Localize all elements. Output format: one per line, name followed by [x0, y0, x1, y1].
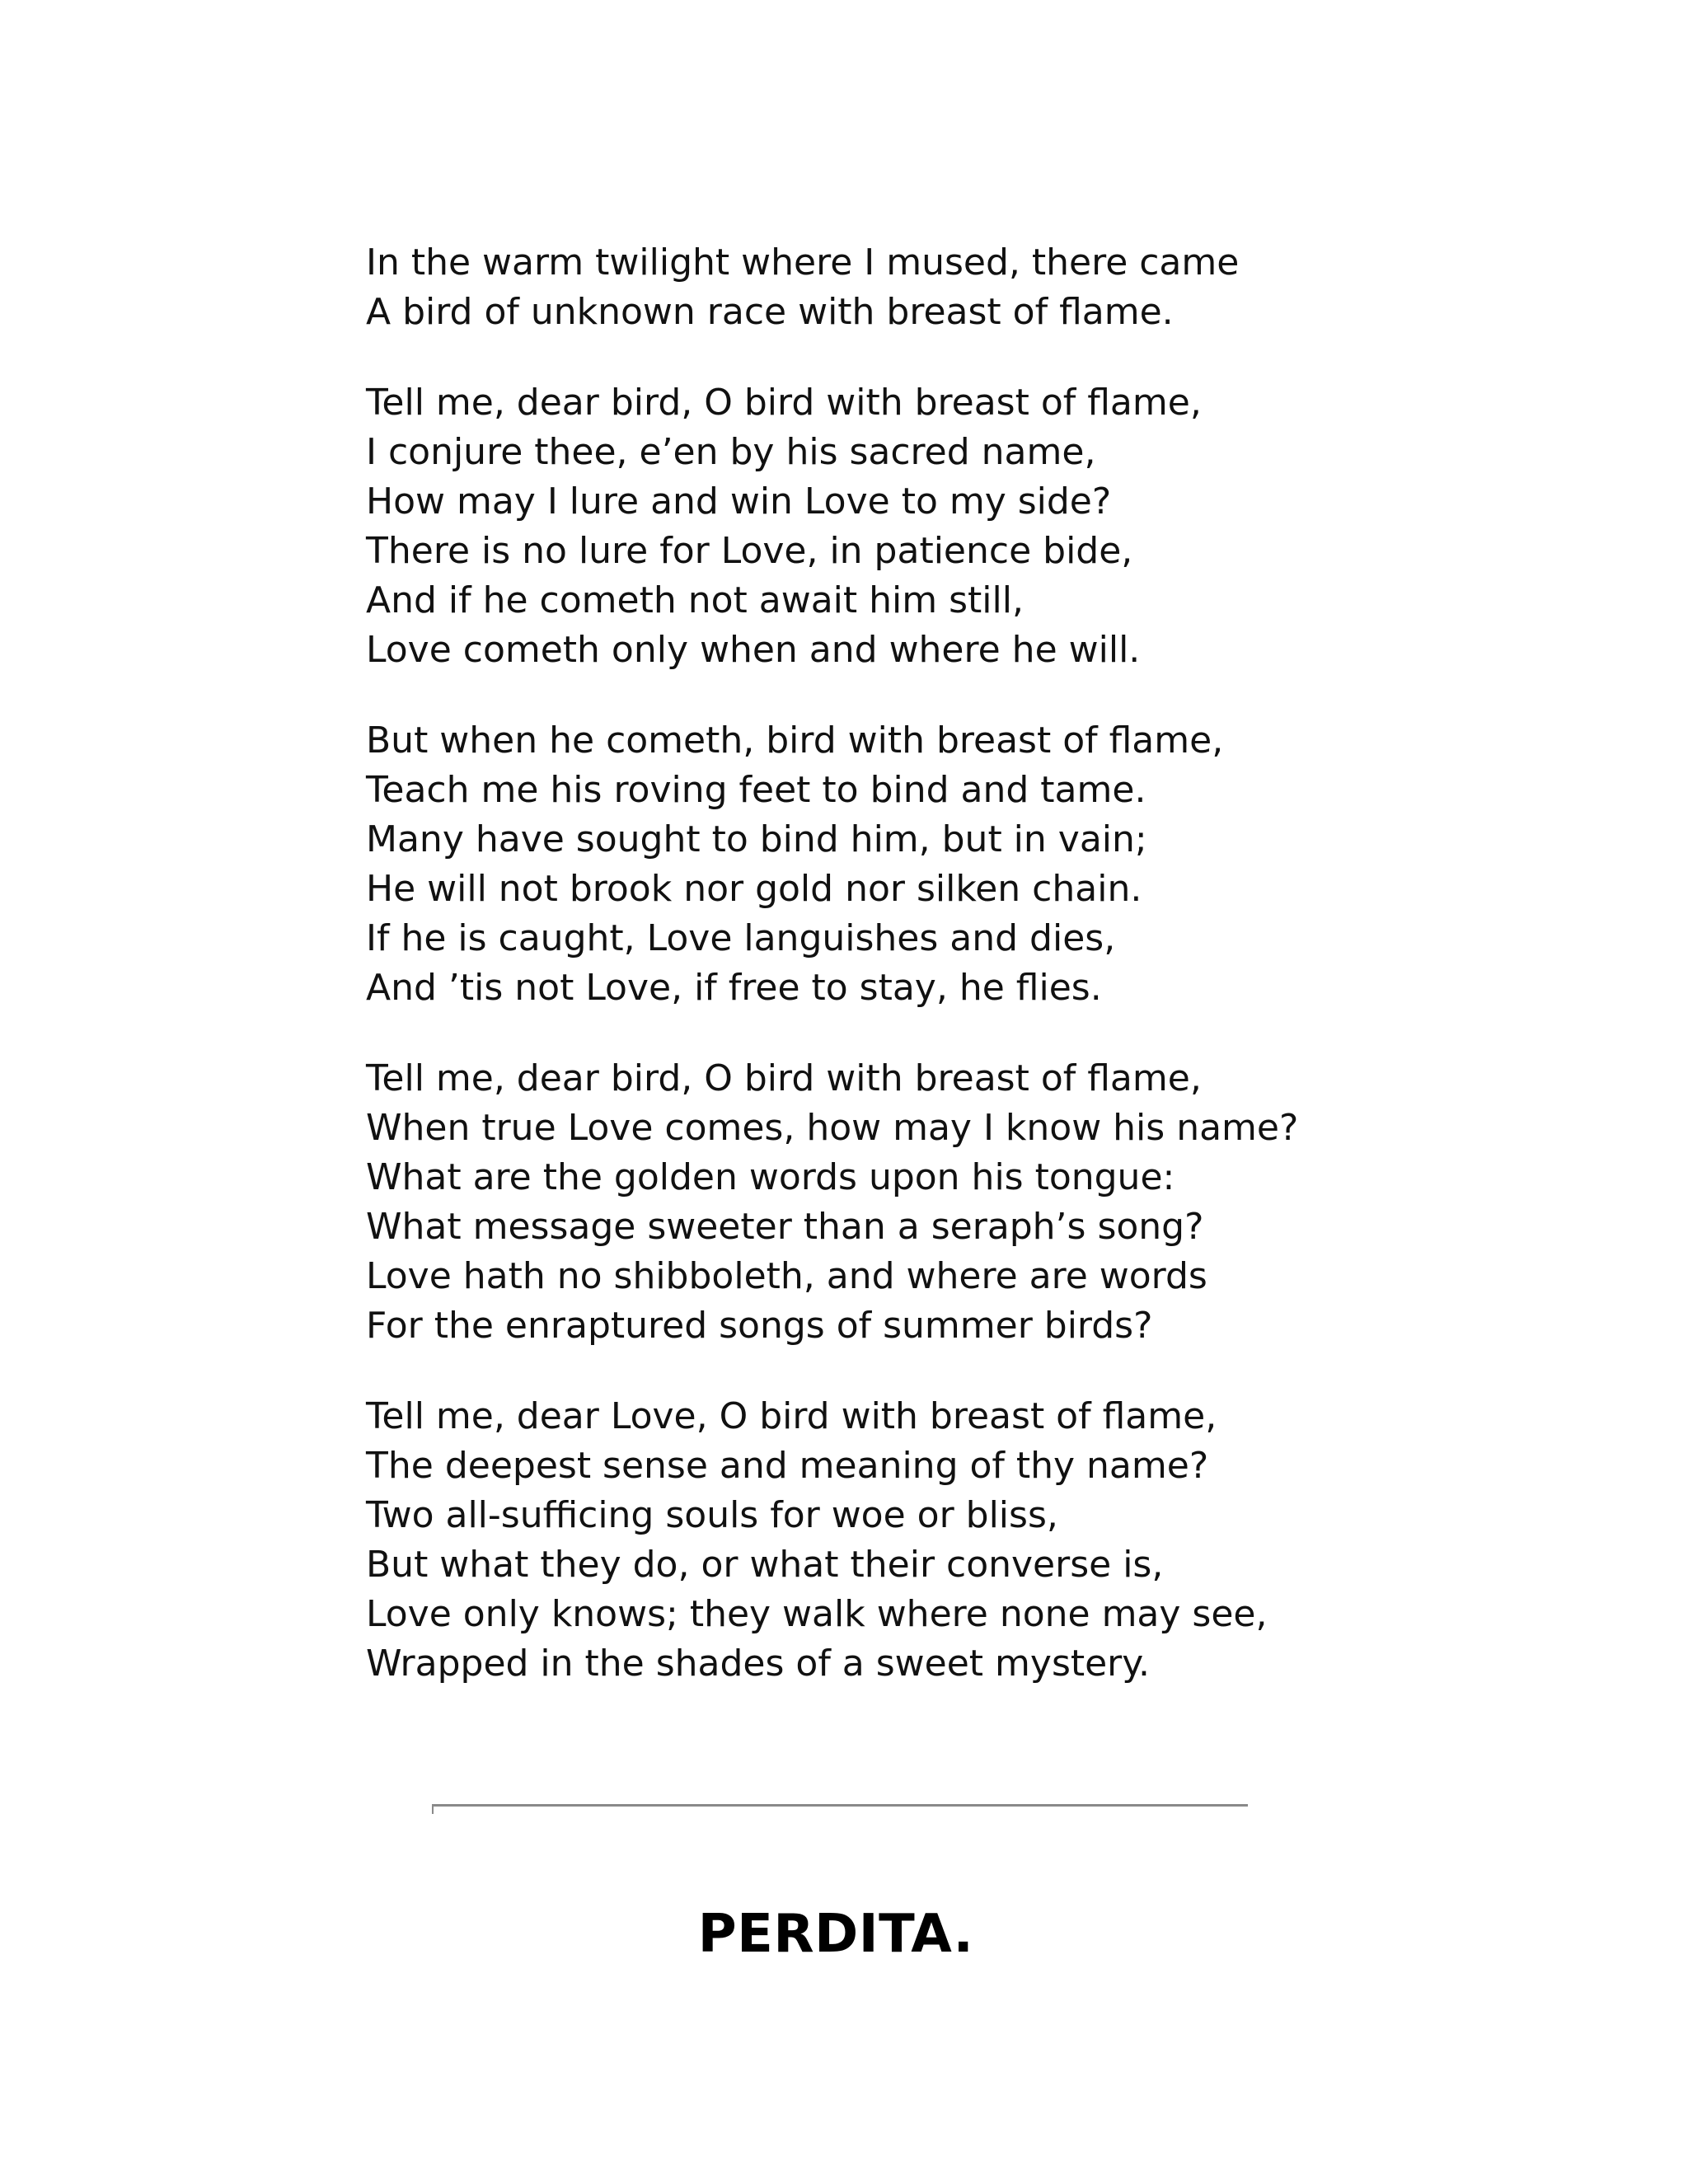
poem-line: He will not brook nor gold nor silken chain.	[366, 868, 1142, 910]
poem-line: In the warm twilight where I mused, there came	[366, 241, 1240, 284]
poem-line: Love hath no shibboleth, and where are words	[366, 1255, 1207, 1297]
stanza-4	[366, 1054, 1437, 1351]
stanza-2	[366, 378, 1437, 675]
poem-line: Love only knows; they walk where none may see,	[366, 1593, 1268, 1635]
stanza-1	[366, 238, 1437, 337]
poem-line: But what they do, or what their converse is,	[366, 1544, 1164, 1586]
poem-line: Tell me, dear Love, O bird with breast of flame,	[366, 1395, 1217, 1437]
poem-line: Love cometh only when and where he will.	[366, 629, 1141, 671]
poem-line: What message sweeter than a seraph’s song?	[366, 1206, 1204, 1248]
poem-line: And if he cometh not await him still,	[366, 579, 1024, 621]
poem-line: The deepest sense and meaning of thy name?	[366, 1445, 1209, 1487]
poem-line: Wrapped in the shades of a sweet mystery.	[366, 1643, 1151, 1685]
poem-line: When true Love comes, how may I know his name?	[366, 1107, 1299, 1149]
poem-line: Many have sought to bind him, but in vain;	[366, 818, 1147, 860]
poem-line: There is no lure for Love, in patience bide,	[366, 530, 1133, 572]
section-divider	[432, 1804, 1248, 1807]
stanza-5	[366, 1392, 1437, 1689]
poem-line: And ’tis not Love, if free to stay, he flies.	[366, 967, 1102, 1009]
poem-line: Tell me, dear bird, O bird with breast of flame,	[366, 1057, 1202, 1099]
section-title: PERDITA.	[697, 1904, 974, 1965]
poem-line: How may I lure and win Love to my side?	[366, 480, 1112, 523]
poem-line: A bird of unknown race with breast of flame.	[366, 291, 1174, 333]
poem-line: If he is caught, Love languishes and dies,	[366, 917, 1116, 959]
poem-line: I conjure thee, e’en by his sacred name,	[366, 431, 1096, 473]
poem-line: What are the golden words upon his tongue:	[366, 1156, 1175, 1198]
poem-body	[366, 238, 1437, 1730]
poem-line: For the enraptured songs of summer birds?	[366, 1305, 1153, 1347]
poem-line: But when he cometh, bird with breast of flame,	[366, 719, 1224, 762]
stanza-3	[366, 716, 1437, 1013]
poem-line: Two all-sufficing souls for woe or bliss,	[366, 1494, 1058, 1536]
poem-line: Tell me, dear bird, O bird with breast of flame,	[366, 382, 1202, 424]
poem-line: Teach me his roving feet to bind and tame.	[366, 769, 1146, 811]
